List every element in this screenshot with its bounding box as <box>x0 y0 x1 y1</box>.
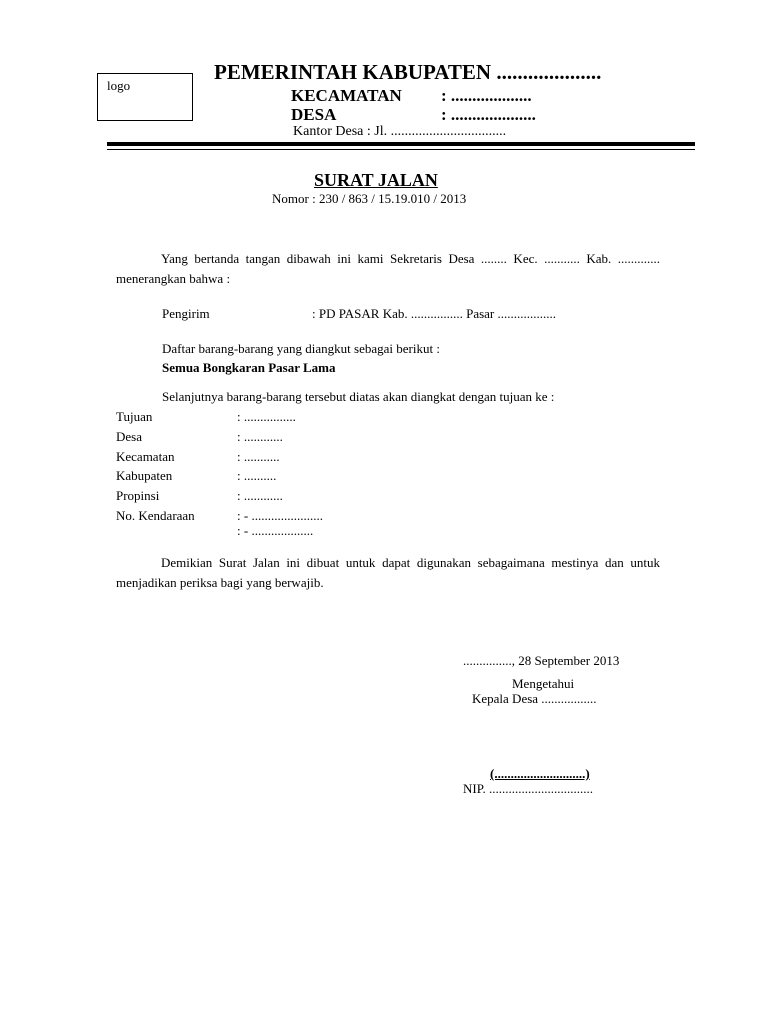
document-number: Nomor : 230 / 863 / 15.19.010 / 2013 <box>272 191 467 206</box>
field-value-desa: : ............ <box>237 429 283 444</box>
field-label-propinsi: Propinsi <box>116 488 160 503</box>
goods-description: Semua Bongkaran Pasar Lama <box>162 360 336 375</box>
goods-intro: Daftar barang-barang yang diangkut sebagai berikut : <box>162 341 440 356</box>
closing-paragraph: Demikian Surat Jalan ini dibuat untuk dapat digunakan sebagaimana mestinya dan untuk menjadikan periksa bagi yang berwajib. <box>116 555 660 590</box>
desa-label: DESA <box>291 105 337 124</box>
signature-acknowledged: Mengetahui <box>512 676 575 691</box>
logo-placeholder <box>97 73 193 121</box>
office-address: Kantor Desa : Jl. ................................. <box>293 124 507 139</box>
field-label-vehicle: No. Kendaraan <box>116 508 195 523</box>
document-title: SURAT JALAN <box>314 170 438 190</box>
destination-intro: Selanjutnya barang-barang tersebut diatas akan diangkat dengan tujuan ke : <box>162 389 555 404</box>
signature-nip: NIP. ................................ <box>463 781 594 796</box>
desa-value: : .................... <box>441 105 536 124</box>
header-rule-thick <box>107 142 695 146</box>
field-value-kecamatan: : ........... <box>237 449 280 464</box>
field-label-kecamatan: Kecamatan <box>116 449 175 464</box>
header-rule-thin <box>107 149 695 150</box>
kecamatan-label: KECAMATAN <box>291 86 402 105</box>
field-value-tujuan: : ................ <box>237 409 296 424</box>
field-label-tujuan: Tujuan <box>116 409 153 424</box>
signature-position: Kepala Desa ................. <box>472 691 597 706</box>
pengirim-label: Pengirim <box>162 306 210 321</box>
intro-paragraph: Yang bertanda tangan dibawah ini kami Sekretaris Desa ........ Kec. ........... Kab. ............. menerangkan bahwa : <box>116 251 660 286</box>
field-value-kabupaten: : .......... <box>237 468 277 483</box>
pengirim-value: : PD PASAR Kab. ................ Pasar .................. <box>312 306 557 321</box>
kecamatan-value: : ................... <box>441 86 532 105</box>
field-label-kabupaten: Kabupaten <box>116 468 173 483</box>
signature-date: ..............., 28 September 2013 <box>463 653 620 668</box>
field-value-vehicle-2: : - ................... <box>237 523 314 538</box>
signature-name: (............................) <box>490 766 590 781</box>
government-heading: PEMERINTAH KABUPATEN .................... <box>214 60 602 84</box>
field-value-propinsi: : ............ <box>237 488 283 503</box>
field-label-desa: Desa <box>116 429 142 444</box>
logo-label: logo <box>107 78 131 93</box>
field-value-vehicle: : - ...................... <box>237 508 323 523</box>
